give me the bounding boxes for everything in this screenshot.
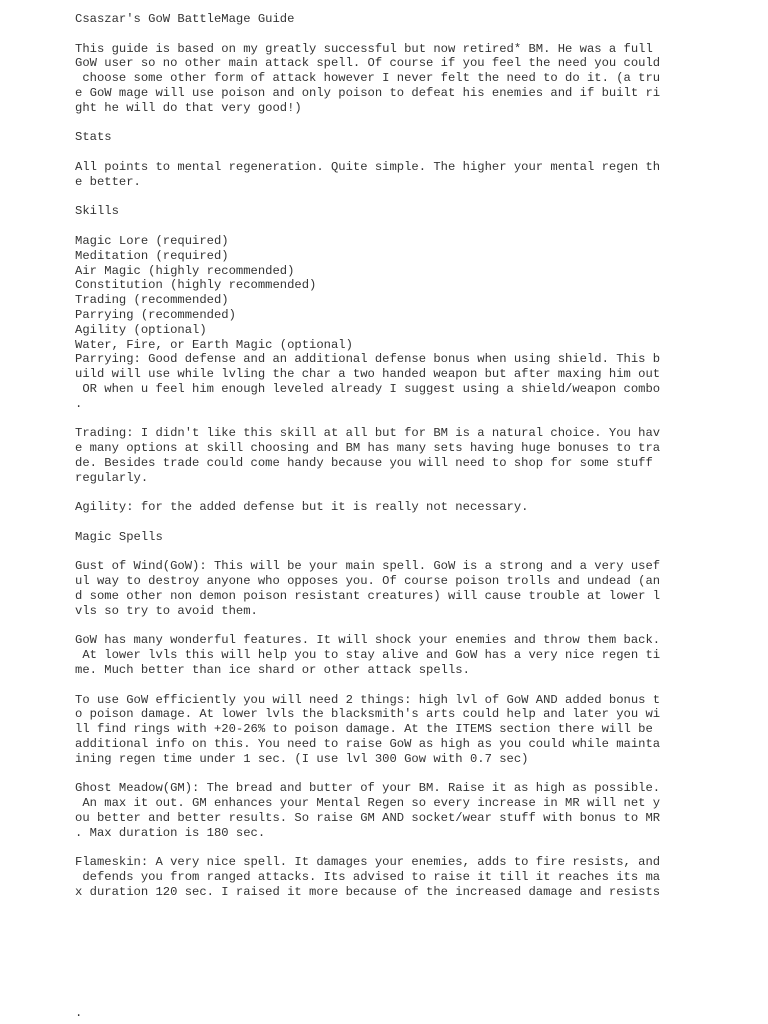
text-line: Magic Lore (required)	[75, 233, 229, 248]
text-line: At lower lvls this will help you to stay alive and GoW has a very nice regen ti	[75, 648, 661, 663]
text-line: This guide is based on my greatly successful but now retired* BM. He was a full	[75, 41, 653, 56]
text-line: ght he will do that very good!)	[75, 100, 302, 115]
text-line: Meditation (required)	[75, 248, 229, 263]
text-line: Gust of Wind(GoW): This will be your main spell. GoW is a strong and a very usef	[75, 559, 661, 574]
text-line: Csaszar's GoW BattleMage Guide	[75, 12, 295, 26]
text-line: x duration 120 sec. I raised it more because of the increased damage and resists	[75, 885, 661, 900]
text-line: Stats	[75, 130, 112, 145]
guide-text-body	[75, 12, 685, 900]
text-line: ll find rings with +20-26% to poison damage. At the ITEMS section there will be	[75, 722, 653, 737]
text-line: To use GoW efficiently you will need 2 things: high lvl of GoW AND added bonus t	[75, 692, 661, 707]
text-line: Skills	[75, 204, 119, 219]
text-line: .	[75, 396, 83, 411]
blank-line	[75, 678, 685, 693]
blank-line	[75, 486, 685, 501]
text-line: GoW has many wonderful features. It will shock your enemies and throw them back.	[75, 633, 661, 648]
text-line: Flameskin: A very nice spell. It damages your enemies, adds to fire resists, and	[75, 855, 661, 870]
text-line: e GoW mage will use poison and only poison to defeat his enemies and if built ri	[75, 85, 661, 100]
text-line: choose some other form of attack however I never felt the need to do it. (a tru	[75, 71, 661, 86]
text-line: Water, Fire, or Earth Magic (optional)	[75, 337, 353, 352]
blank-line	[75, 619, 685, 634]
text-line: Air Magic (highly recommended)	[75, 263, 295, 278]
blank-line	[75, 412, 685, 427]
text-line: Trading (recommended)	[75, 293, 229, 308]
blank-line	[75, 515, 685, 530]
text-line: regularly.	[75, 470, 149, 485]
blank-line	[75, 767, 685, 782]
blank-line	[75, 219, 685, 234]
text-line: e better.	[75, 174, 141, 189]
text-line: All points to mental regeneration. Quite simple. The higher your mental regen th	[75, 159, 661, 174]
text-line: Parrying: Good defense and an additional defense bonus when using shield. This b	[75, 352, 661, 367]
text-line: Constitution (highly recommended)	[75, 278, 317, 293]
text-line: vls so try to avoid them.	[75, 603, 258, 618]
text-line: additional info on this. You need to raise GoW as high as you could while mainta	[75, 737, 661, 752]
text-line: Magic Spells	[75, 529, 163, 544]
text-line: ul way to destroy anyone who opposes you. Of course poison trolls and undead (an	[75, 574, 661, 589]
text-line: . Max duration is 180 sec.	[75, 825, 266, 840]
text-line: ou better and better results. So raise GM AND socket/wear stuff with bonus to MR	[75, 811, 661, 826]
text-line: o poison damage. At lower lvls the blacksmith's arts could help and later you wi	[75, 707, 661, 722]
text-line: Parrying (recommended)	[75, 307, 236, 322]
blank-line	[75, 841, 685, 856]
text-line: defends you from ranged attacks. Its advised to raise it till it reaches its ma	[75, 870, 661, 885]
trailing-period: .	[75, 1006, 83, 1020]
blank-line	[75, 116, 685, 131]
text-line: Agility: for the added defense but it is really not necessary.	[75, 500, 529, 515]
text-line: An max it out. GM enhances your Mental Regen so every increase in MR will net y	[75, 796, 661, 811]
blank-line	[75, 545, 685, 560]
text-line: Ghost Meadow(GM): The bread and butter of your BM. Raise it as high as possible.	[75, 781, 661, 796]
text-line: ining regen time under 1 sec. (I use lvl 300 Gow with 0.7 sec)	[75, 751, 529, 766]
blank-line	[75, 190, 685, 205]
blank-line	[75, 27, 685, 42]
text-line: me. Much better than ice shard or other attack spells.	[75, 663, 470, 678]
blank-line	[75, 145, 685, 160]
text-line: e many options at skill choosing and BM has many sets having huge bonuses to tra	[75, 441, 661, 456]
text-line: d some other non demon poison resistant creatures) will cause trouble at lower l	[75, 589, 661, 604]
text-line: Trading: I didn't like this skill at all but for BM is a natural choice. You hav	[75, 426, 661, 441]
text-line: OR when u feel him enough leveled already I suggest using a shield/weapon combo	[75, 381, 661, 396]
text-line: GoW user so no other main attack spell. Of course if you feel the need you could	[75, 56, 661, 71]
text-line: uild will use while lvling the char a two handed weapon but after maxing him out	[75, 367, 661, 382]
text-line: de. Besides trade could come handy because you will need to shop for some stuff	[75, 455, 653, 470]
text-line: Agility (optional)	[75, 322, 207, 337]
